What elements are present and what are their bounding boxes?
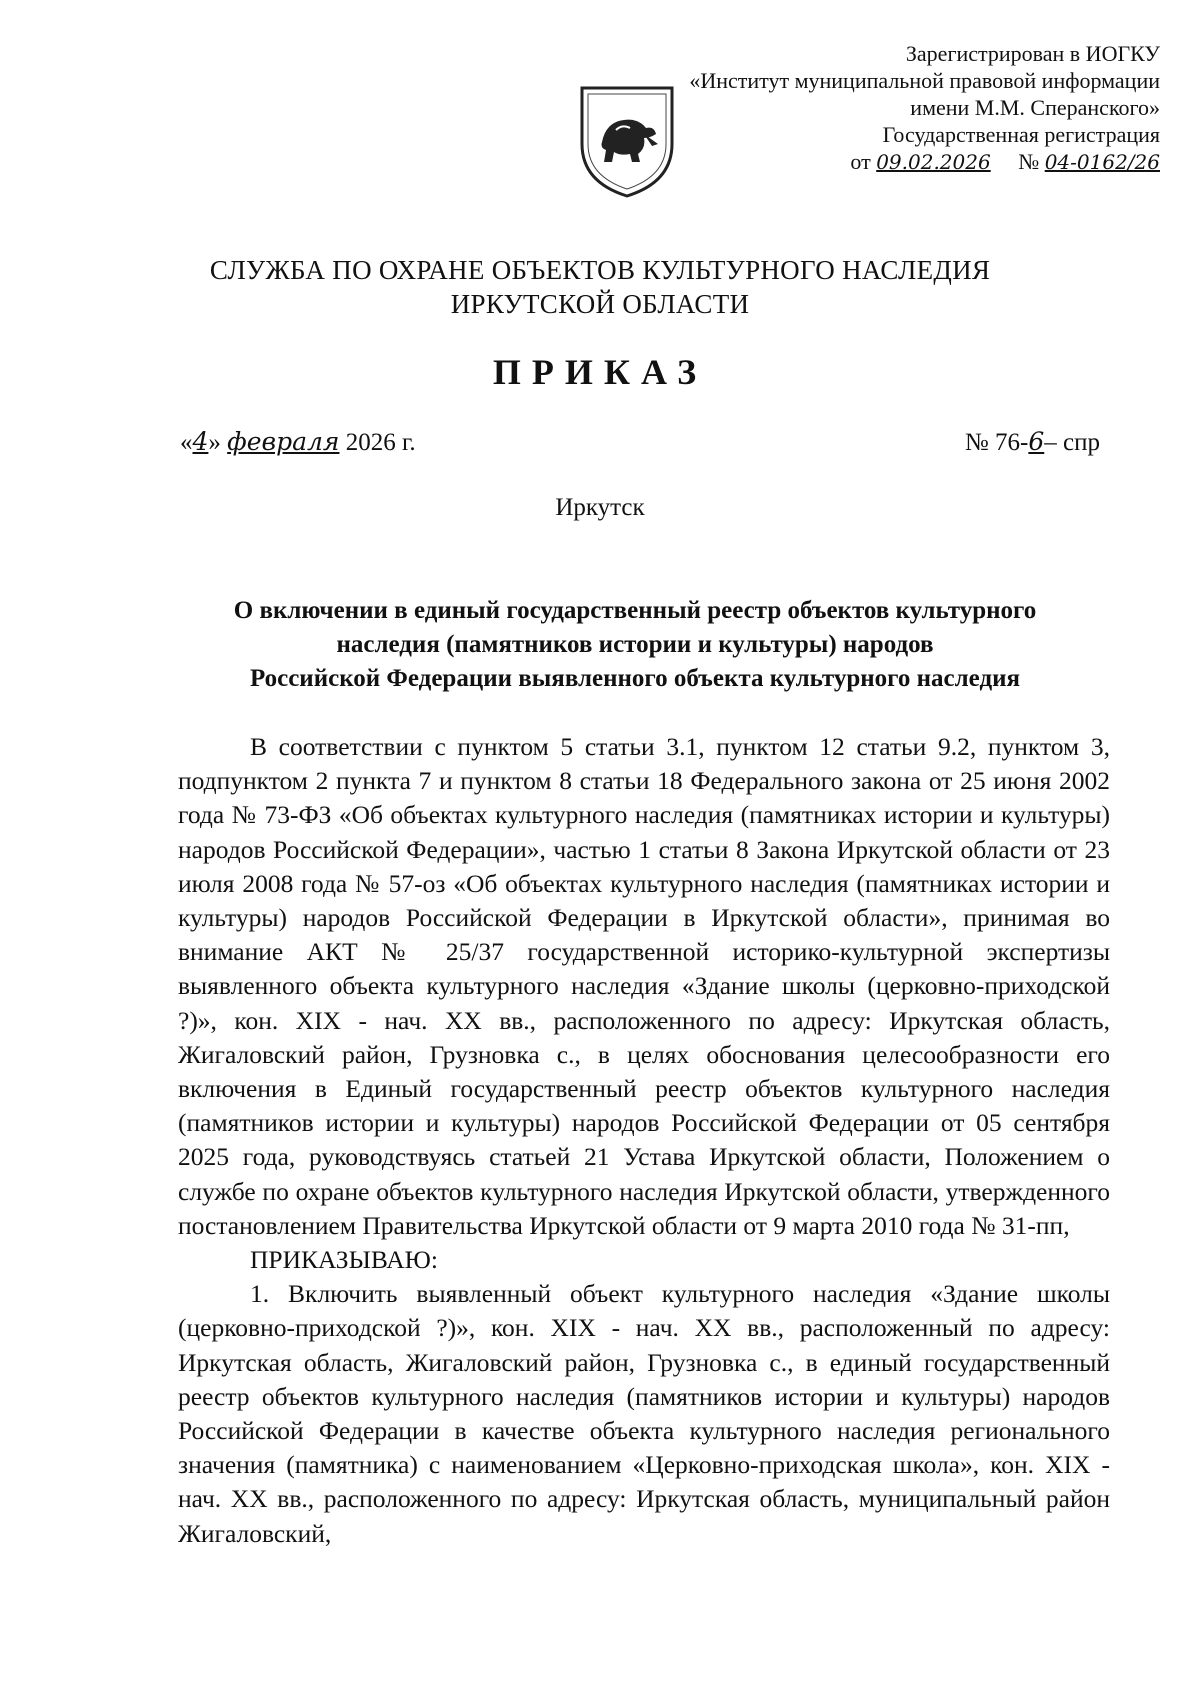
registration-line-4: Государственная регистрация — [882, 122, 1160, 147]
date-day: 4 — [192, 427, 209, 456]
document-type: ПРИКАЗ — [492, 352, 708, 392]
city: Иркутск — [555, 494, 645, 521]
title-line-3: Российской Федерации выявленного объекта культурного наследия — [249, 665, 1021, 692]
document-body — [178, 730, 1110, 1551]
preamble-paragraph: В соответствии с пунктом 5 статьи 3.1, пунктом 12 статьи 9.2, пунктом 3, подпунктом 2 пункта 7 и пунктом 8 статьи 18 Федерального закона от 25 июня 2002 года № 73-ФЗ «Об объектах культурного наследия (памятниках истории и культуры) народов Российской Федерации», частью 1 статьи 8 Закона Иркутской области от 23 июля 2008 года № 57-оз «Об объектах культурного наследия (памятниках истории и культуры) народов Российской Федерации в Иркутской области», принимая во внимание АКТ № 25/37 государственной историко-культурной экспертизы выявленного объекта культурного наследия «Здание школы (церковно-приходской ?)», кон. XIX - нач. XX вв., расположенного по адресу: Иркутская область, Жигаловский район, Грузновка с., в целях обоснования целесообразности его включения в Единый государственный реестр объектов культурного наследия (памятников истории и культуры) народов Российской Федерации от 05 сентября 2025 года, руководствуясь статьей 21 Устава Иркутской области, Положением о службе по охране объектов культурного наследия Иркутской области, утвержденного постановлением Правительства Иркутской области от 9 марта 2010 года № 31-пп, — [178, 732, 1110, 1240]
registration-stamp — [660, 40, 1160, 176]
registration-date-prefix: от — [850, 149, 871, 174]
order-word: ПРИКАЗЫВАЮ: — [250, 1245, 438, 1275]
document-title — [170, 594, 1100, 696]
date-open-quote: « — [180, 429, 193, 456]
order-number — [965, 427, 1100, 457]
date-month: февраля — [227, 427, 340, 456]
order-number-prefix: № 76- — [964, 429, 1029, 456]
registration-number-value: 04-0162/26 — [1044, 150, 1160, 174]
agency-name-line-2: ИРКУТСКОЙ ОБЛАСТИ — [450, 289, 750, 319]
agency-name-line-1: СЛУЖБА ПО ОХРАНЕ ОБЪЕКТОВ КУЛЬТУРНОГО НАСЛЕДИЯ — [209, 255, 991, 285]
order-number-hand: 6 — [1028, 427, 1045, 456]
registration-line-3: имени М.М. Сперанского» — [910, 95, 1160, 120]
title-line-2: наследия (памятников истории и культуры) народов — [336, 631, 934, 658]
agency-name — [0, 253, 1200, 321]
registration-date-number — [660, 148, 1160, 176]
registration-date-value: 09.02.2026 — [876, 150, 991, 174]
registration-line-2: «Институт муниципальной правовой информации — [689, 68, 1160, 93]
registration-line-1: Зарегистрирован в ИОГКУ — [905, 41, 1160, 66]
order-item-1: 1. Включить выявленный объект культурного наследия «Здание школы (церковно-приходской ?)», кон. XIX - нач. XX вв., расположенный по адресу: Иркутская область, Жигаловский район, Грузновка с., в единый государственный реестр объектов культурного наследия (памятников истории и культуры) народов Российской Федерации в качестве объекта культурного наследия регионального значения (памятника) с наименованием «Церковно-приходская школа», кон. XIX - нач. XX вв., расположенного по адресу: Иркутская область, муниципальный район Жигаловский, — [178, 1279, 1110, 1548]
date-close-quote: » — [208, 429, 221, 456]
date-year: 2026 г. — [345, 429, 416, 456]
order-number-suffix: – спр — [1044, 429, 1100, 456]
registration-number-prefix: № — [1018, 149, 1040, 174]
title-line-1: О включении в единый государственный реестр объектов культурного — [233, 597, 1037, 624]
order-date — [180, 427, 416, 457]
